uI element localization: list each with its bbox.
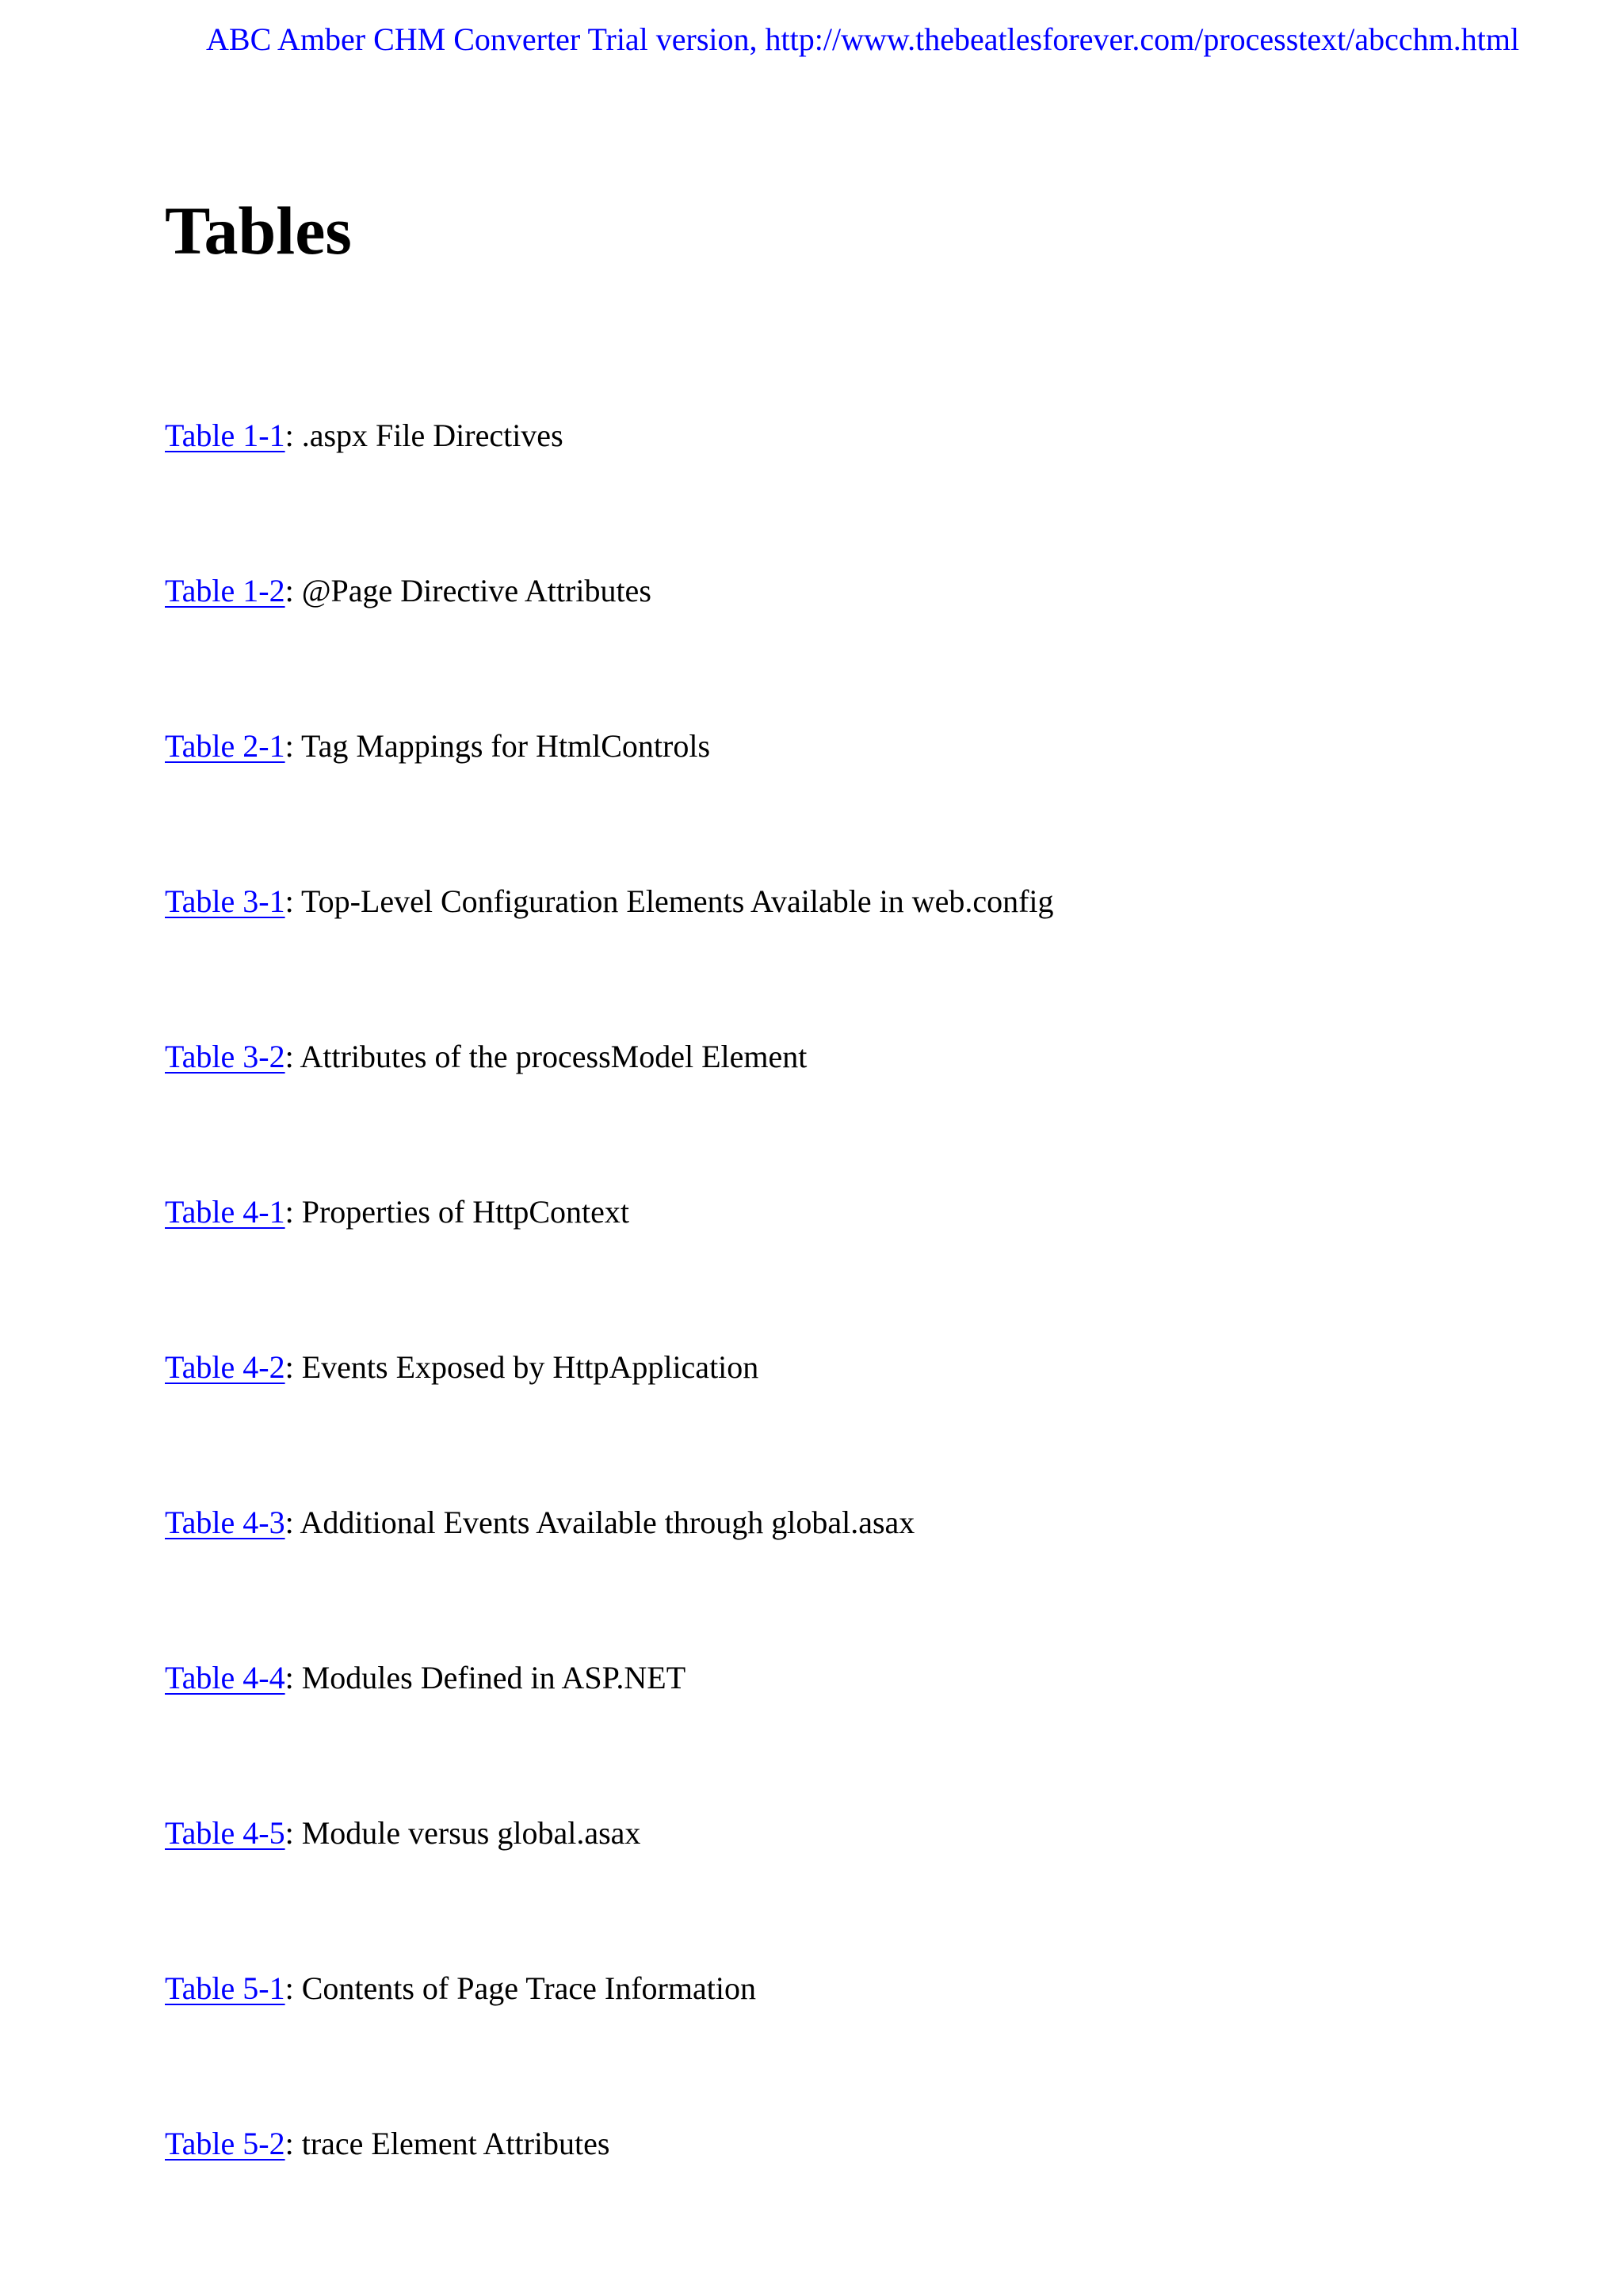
table-caption: : .aspx File Directives [285,418,563,453]
table-link[interactable]: Table 3-1 [165,883,285,919]
table-caption: : Module versus global.asax [285,1815,641,1851]
list-item [165,1033,1054,1188]
table-caption: : Top-Level Configuration Elements Available in web.config [285,883,1054,919]
list-item [165,1810,1054,1965]
list-item [165,1499,1054,1654]
table-link[interactable]: Table 5-1 [165,1970,285,2006]
page-title: Tables [165,193,352,269]
table-caption: : Events Exposed by HttpApplication [285,1349,759,1385]
table-caption: : Additional Events Available through global.asax [285,1505,915,1540]
table-link[interactable]: Table 4-5 [165,1815,285,1851]
list-item [165,1654,1054,1810]
table-caption: : Modules Defined in ASP.NET [285,1660,686,1695]
list-item [165,412,1054,567]
table-caption: : trace Element Attributes [285,2126,610,2161]
list-item [165,1965,1054,2120]
table-caption: : Properties of HttpContext [285,1194,629,1230]
list-item [165,2120,1054,2275]
table-caption: : Contents of Page Trace Information [285,1970,756,2006]
table-link[interactable]: Table 4-2 [165,1349,285,1385]
table-link[interactable]: Table 5-2 [165,2126,285,2161]
table-caption: : Attributes of the processModel Element [285,1039,808,1074]
table-caption: : @Page Directive Attributes [285,573,651,608]
tables-list [165,412,1054,2275]
list-item [165,567,1054,723]
table-link[interactable]: Table 4-1 [165,1194,285,1230]
table-link[interactable]: Table 2-1 [165,728,285,764]
table-link[interactable]: Table 1-2 [165,573,285,608]
table-link[interactable]: Table 3-2 [165,1039,285,1074]
table-link[interactable]: Table 4-4 [165,1660,285,1695]
list-item [165,878,1054,1033]
list-item [165,723,1054,878]
list-item [165,1344,1054,1499]
table-link[interactable]: Table 4-3 [165,1505,285,1540]
table-link[interactable]: Table 1-1 [165,418,285,453]
list-item [165,1188,1054,1344]
table-caption: : Tag Mappings for HtmlControls [285,728,711,764]
converter-banner-link[interactable]: ABC Amber CHM Converter Trial version, http://www.thebeatlesforever.com/processtext/abcchm.html [206,21,1520,57]
